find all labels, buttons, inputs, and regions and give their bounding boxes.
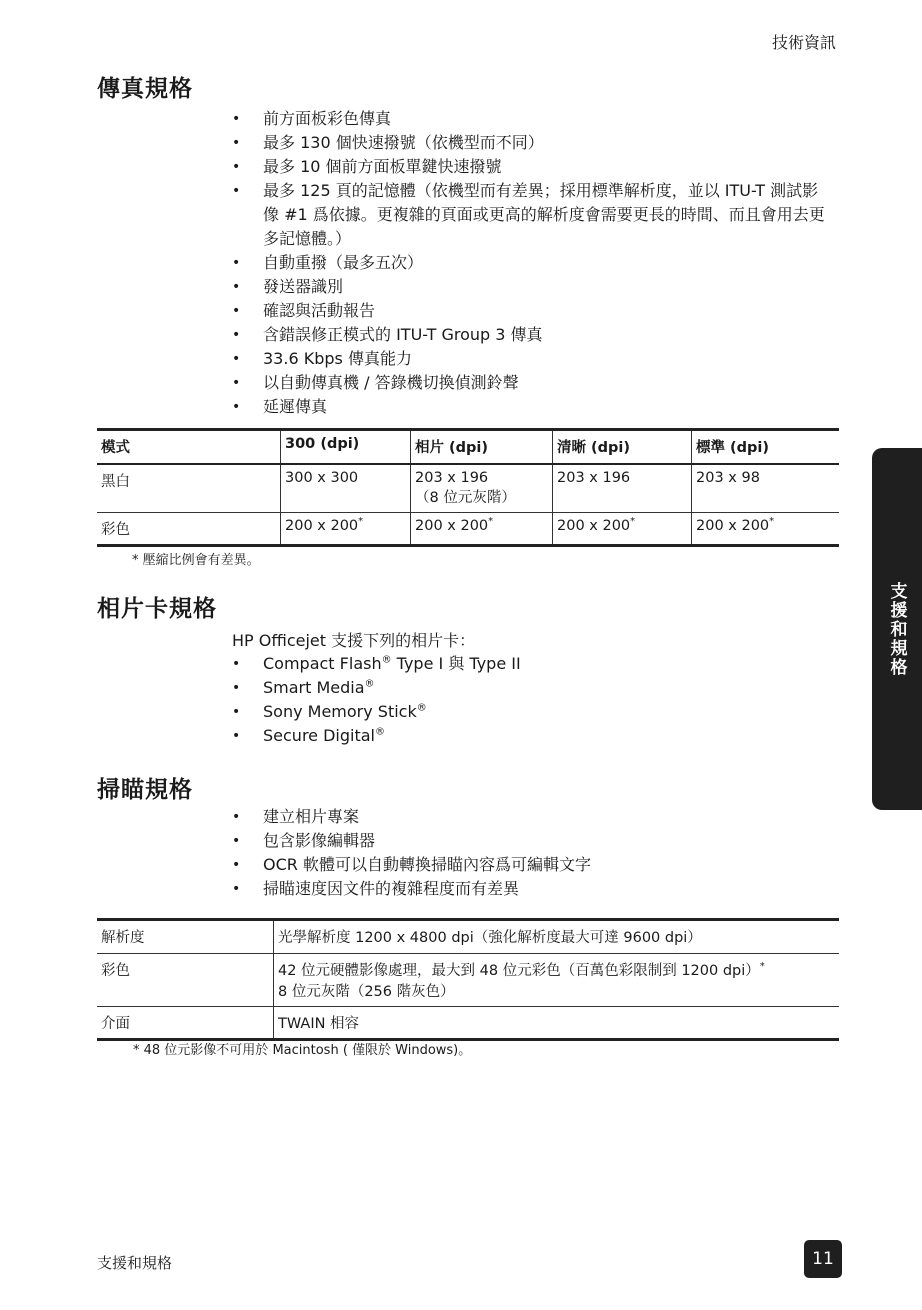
table-header-cell: 模式 (97, 430, 281, 465)
table-cell: 203 x 98 (692, 464, 840, 513)
table-cell (411, 513, 553, 546)
side-tab-label: 支援和規格 (886, 581, 907, 677)
list-item: • 以自動傳真機 / 答錄機切換偵測鈴聲 (232, 371, 832, 395)
table-cell (411, 464, 553, 513)
registered-mark: ® (381, 654, 392, 666)
footnote-mark: * (759, 961, 765, 973)
footnote-mark: * (630, 516, 636, 528)
table-cell: 解析度 (97, 920, 274, 954)
table-row (97, 954, 839, 1007)
table-header-cell: 相片 (dpi) (411, 430, 553, 465)
header-section-label: 技術資訊 (771, 33, 836, 52)
list-item: • 自動重撥（最多五次） (232, 251, 832, 275)
cell-note: （8 位元灰階） (415, 490, 516, 506)
table-cell: 彩色 (97, 954, 274, 1007)
table-cell (281, 513, 411, 546)
footer-chapter-label: 支援和規格 (97, 1254, 173, 1272)
cell-value: 200 x 200 (696, 518, 770, 534)
table-cell: 介面 (101, 1016, 130, 1032)
list-item: • 含錯誤修正模式的 ITU-T Group 3 傳真 (232, 323, 832, 347)
list-item: • 掃瞄速度因文件的複雜程度而有差異 (232, 877, 832, 901)
fax-resolution-table (97, 428, 839, 547)
card-suffix: Type I 與 Type II (391, 654, 521, 673)
list-item: • 包含影像編輯器 (232, 829, 832, 853)
photo-card-section-title: 相片卡規格 (97, 596, 217, 622)
list-item: • 最多 125 頁的記憶體（依機型而有差異；採用標準解析度，並以 ITU-T 測試影像 #1 爲依據。更複雜的頁面或更高的解析度會需要更長的時間、而且會用去更多記憶體。） (232, 179, 832, 251)
table-cell: 光學解析度 1200 x 4800 dpi（強化解析度最大可達 9600 dpi） (274, 920, 840, 954)
list-item (232, 652, 832, 676)
table-header-cell: 300 (dpi) (281, 430, 411, 465)
footnote-mark: * (358, 516, 364, 528)
registered-mark: ® (364, 678, 375, 690)
list-item: • 延遲傳真 (232, 395, 832, 419)
card-name: Compact Flash (263, 654, 382, 673)
list-item: • 最多 130 個快速撥號（依機型而不同） (232, 131, 832, 155)
table-header-cell: 清晰 (dpi) (553, 430, 692, 465)
photo-card-list (232, 652, 832, 748)
table-row (97, 513, 839, 546)
footnote-mark: * (769, 516, 775, 528)
list-item: • 發送器識別 (232, 275, 832, 299)
fax-section-title: 傳真規格 (97, 76, 193, 102)
table-cell: 彩色 (101, 522, 130, 538)
list-item: • 33.6 Kbps 傳真能力 (232, 347, 832, 371)
table-row (97, 920, 839, 954)
cell-line: 8 位元灰階（256 階灰色） (278, 984, 455, 1000)
cell-value: 203 x 196 (415, 470, 489, 486)
page-number: 11 (804, 1240, 842, 1278)
registered-mark: ® (374, 726, 385, 738)
list-item: • 最多 10 個前方面板單鍵快速撥號 (232, 155, 832, 179)
cell-value: 200 x 200 (285, 518, 359, 534)
fax-bullet-list (232, 107, 832, 419)
list-item: • 前方面板彩色傳真 (232, 107, 832, 131)
list-item: • 確認與活動報告 (232, 299, 832, 323)
table-cell (274, 954, 840, 1007)
cell-value: 42 位元硬體影像處理，最大到 48 位元彩色（百萬色彩限制到 1200 dpi） (278, 963, 760, 979)
table-cell: 黑白 (97, 464, 281, 513)
card-name: Secure Digital (263, 726, 375, 745)
list-item: • 建立相片專案 (232, 805, 832, 829)
list-item (232, 700, 832, 724)
list-item: • OCR 軟體可以自動轉換掃瞄內容爲可編輯文字 (232, 853, 832, 877)
list-item (232, 676, 832, 700)
registered-mark: ® (416, 702, 427, 714)
table-cell (692, 513, 840, 546)
card-name: Sony Memory Stick (263, 702, 417, 721)
photo-card-intro: HP Officejet 支援下列的相片卡： (232, 631, 476, 650)
table-header-cell: 標準 (dpi) (692, 430, 840, 465)
scan-spec-table (97, 918, 839, 1041)
fax-footnote: * 壓縮比例會有差異。 (132, 553, 260, 568)
cell-line (278, 959, 835, 980)
list-item (232, 724, 832, 748)
card-name: Smart Media (263, 678, 365, 697)
cell-value: 200 x 200 (557, 518, 631, 534)
scan-section-title: 掃瞄規格 (97, 777, 193, 803)
cell-value: 200 x 200 (415, 518, 489, 534)
scan-bullet-list (232, 805, 832, 901)
chapter-side-tab (872, 448, 922, 810)
table-cell (553, 513, 692, 546)
table-cell: TWAIN 相容 (274, 1007, 840, 1040)
footnote-mark: * (488, 516, 494, 528)
table-row (97, 464, 839, 513)
table-cell: 203 x 196 (553, 464, 692, 513)
scan-footnote: * 48 位元影像不可用於 Macintosh ( 僅限於 Windows)。 (133, 1043, 472, 1058)
table-header-row (97, 430, 839, 465)
table-row (97, 1007, 839, 1040)
table-cell: 300 x 300 (281, 464, 411, 513)
